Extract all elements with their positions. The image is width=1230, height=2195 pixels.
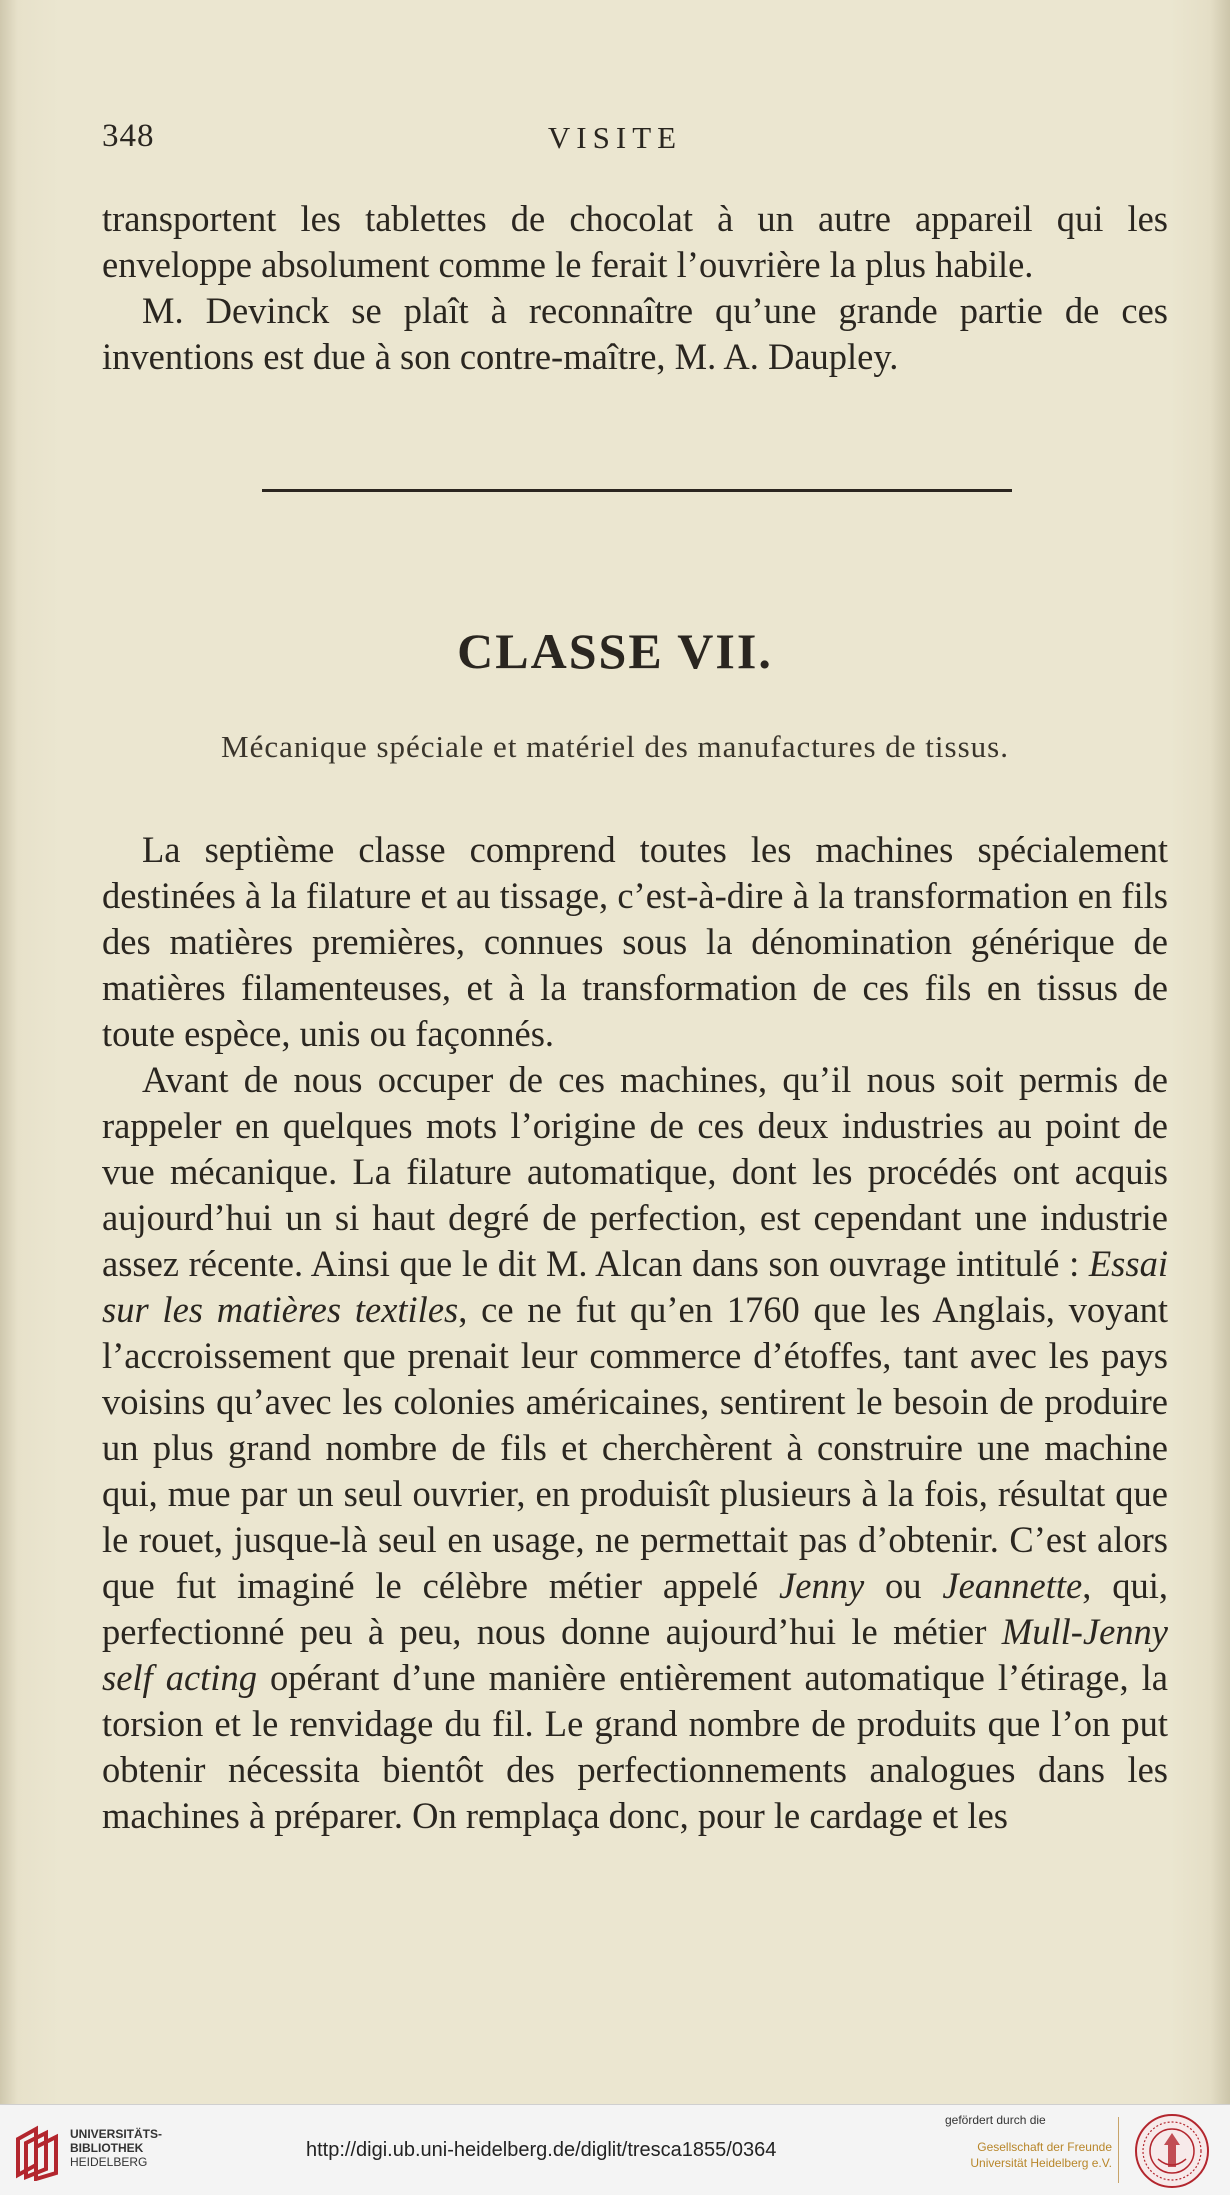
university-seal-icon <box>1134 2113 1210 2189</box>
text-run: , ce ne fut qu’en 1760 que les Anglais, voyant l’accroissement que prenait leur commerce d’étoffes, tant avec les pays voisins qu’avec les colonies américaines, sentirent le besoin de produire un plus grand nombre de fils et cherchèrent à construire une machine qui, mue par un seul ouvrier, en produisît plusieurs à la fois, résultat que le rouet, jusque-là seul en usage, ne permettait pas d’obtenir. C’est alors que fut imaginé le célèbre métier appelé <box>102 1289 1169 1606</box>
paragraph-avant-de-nous <box>102 1057 1168 1839</box>
footer-bar <box>0 2104 1230 2195</box>
paragraph-septieme-classe: La septième classe comprend toutes les machines spécialement destinées à la filature et au tissage, c’est-à-dire à la transformation en fils des matières premières, connues sous la dénomination générique de matières filamenteuses, et à la transformation de ces fils en tissus de toute espèce, unis ou façonnés. <box>102 829 1168 1054</box>
italic-term: Jenny <box>779 1565 865 1606</box>
paragraph-continuation: transportent les tablettes de chocolat à un autre appareil qui les enveloppe absolument comme le ferait l’ouvrière la plus habile. <box>102 198 1168 285</box>
italic-title: Essai sur les matières textiles <box>102 1243 1168 1330</box>
library-logo-icon <box>12 2125 62 2181</box>
library-name <box>70 2127 162 2169</box>
page-number: 348 <box>102 118 155 154</box>
italic-term: Mull-Jenny self acting <box>102 1611 1168 1698</box>
sponsor-name-line: Gesellschaft der Freunde <box>977 2140 1112 2154</box>
section-divider <box>262 489 1012 492</box>
sponsor-label: gefördert durch die <box>945 2113 1046 2127</box>
library-name-line: HEIDELBERG <box>70 2155 148 2169</box>
library-name-line: BIBLIOTHEK <box>70 2141 144 2155</box>
body-text-block <box>102 827 1168 1839</box>
class-subtitle: Mécanique spéciale et matériel des manufactures de tissus. <box>221 729 1009 764</box>
footer-divider <box>1118 2117 1119 2183</box>
sponsor-name-line: Universität Heidelberg e.V. <box>970 2156 1112 2170</box>
text-run: opérant d’une manière entièrement automatique l’étirage, la torsion et le renvidage du fil. Le grand nombre de produits que l’on put obtenir nécessita bientôt des perfectionnements analogues dans les machines à préparer. On remplaça donc, pour le cardage et les <box>102 1657 1168 1836</box>
permalink-url[interactable]: http://digi.ub.uni-heidelberg.de/diglit/tresca1855/0364 <box>306 2139 777 2161</box>
italic-term: Jeannette <box>942 1565 1083 1606</box>
running-head: VISITE <box>547 120 683 155</box>
text-run: ou <box>864 1565 943 1606</box>
text-run: , qui, perfectionné peu à peu, nous donne aujourd’hui le métier <box>102 1565 1168 1652</box>
sponsor-name <box>950 2139 1112 2171</box>
paragraph-devinck: M. Devinck se plaît à reconnaître qu’une grande partie de ces inventions est due à son contre-maître, M. A. Daupley. <box>102 290 1168 377</box>
top-text-block <box>102 196 1168 380</box>
text-run: Avant de nous occuper de ces machines, qu’il nous soit permis de rappeler en quelques mots l’origine de ces deux industries au point de vue mécanique. La filature automatique, dont les procédés ont acquis aujourd’hui un si haut degré de perfection, est cependant une industrie assez récente. Ainsi que le dit M. Alcan dans son ouvrage intitulé : <box>102 1059 1168 1284</box>
class-title: CLASSE VII. <box>457 623 773 679</box>
library-name-line: UNIVERSITÄTS- <box>70 2127 163 2141</box>
